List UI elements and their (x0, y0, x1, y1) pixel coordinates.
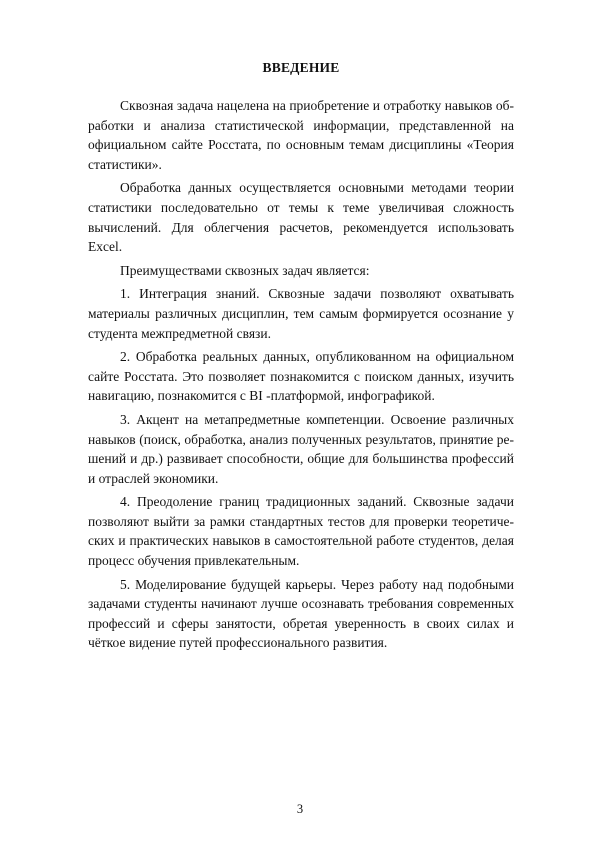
list-item-integration: 1. Интеграция знаний. Сквозные задачи позволяют охватывать материалы различных дисциплин, тем самым формируется осознание у студента межпредметной связи. (88, 286, 514, 341)
list-item-real-data: 2. Обработка реальных данных, опубликованном на официальном сайте Росстата. Это позволяет познакомится с поиском данных, изучить навигацию, познакомится с BI -платформой, инфографикой. (88, 349, 514, 404)
list-item-competencies: 3. Акцент на метапредметные компетенции. Освоение различных навыков (поиск, обработка, анализ полученных результатов, принятие решений и др.) развивает способности, общие для большинства профессий и отраслей экономики. (88, 411, 514, 486)
paragraph-intro: Сквозная задача нацелена на приобретение и отработку навыков обработки и анализа статистической информации, представленной на официальном сайте Росстата, по основным темам дисциплины «Теория статистики». (88, 98, 514, 172)
page-title: ВВЕДЕНИЕ (262, 60, 340, 75)
paragraph-methods: Обработка данных осуществляется основными методами теории статистики последовательно от темы к теме увеличивая сложность вычислений. Для облегчения расчетов, рекомендуется использовать Excel. (88, 180, 514, 255)
body-text (88, 96, 514, 653)
paragraph-advantages-heading: Преимуществами сквозных задач является: (120, 262, 370, 278)
list-item-boundaries: 4. Преодоление границ традиционных заданий. Сквозные задачи позволяют выйти за рамки стандартных тестов для проверки теоретических и практических навыков в самостоятельной работе студентов, делая процесс обучения привлекательным. (88, 494, 514, 569)
list-item-career: 5. Моделирование будущей карьеры. Через работу над подобными задачами студенты начинают лучше осознавать требования современных профессий и сферы занятости, обретая уверенность в своих силах и чёткое видение путей профессионального развития. (88, 576, 514, 651)
page-number: 3 (296, 802, 304, 816)
